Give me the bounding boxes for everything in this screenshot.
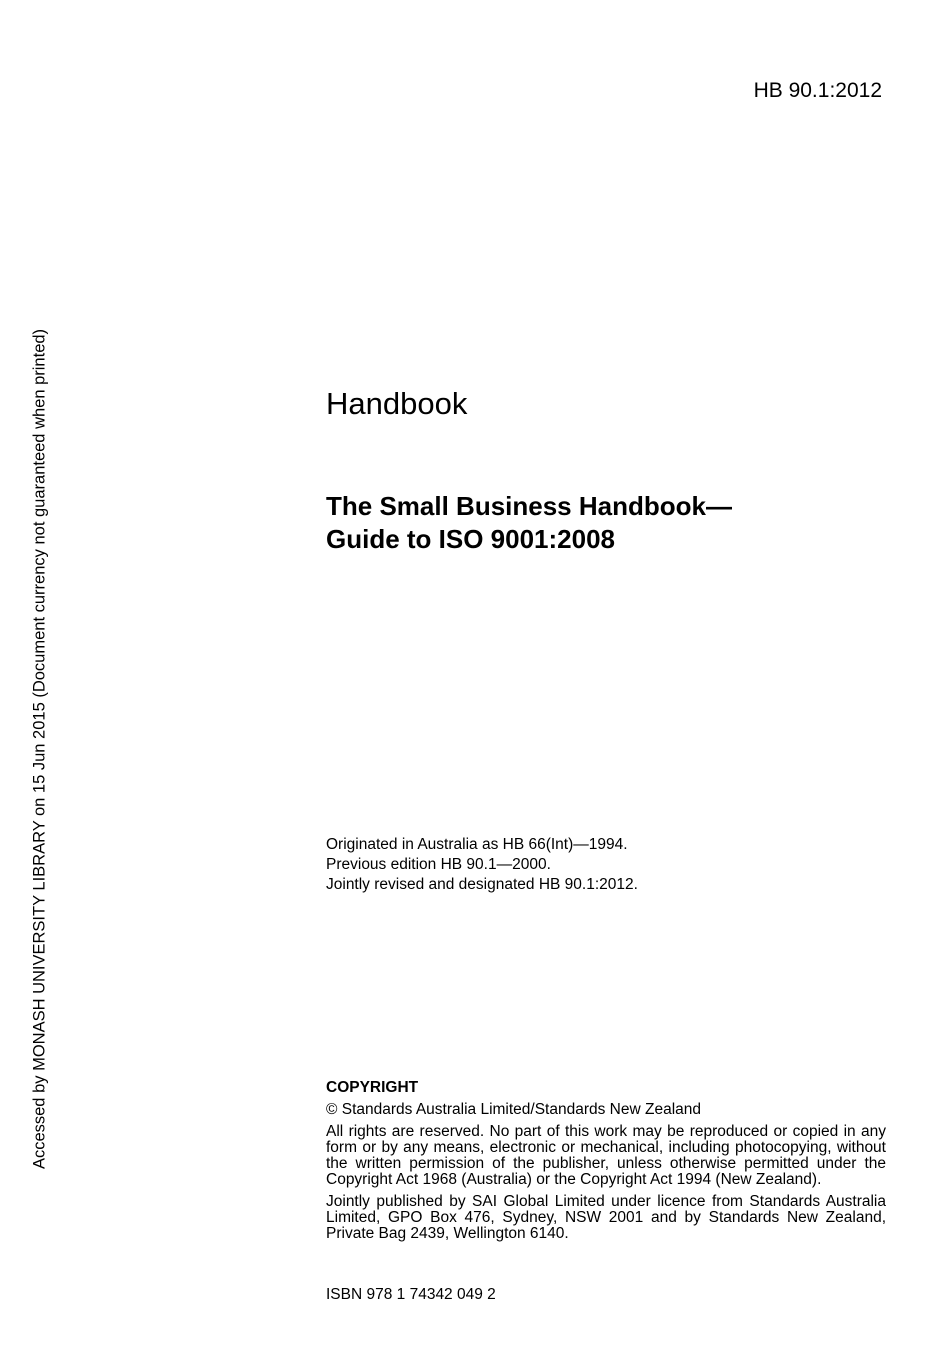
copyright-publisher-text: Jointly published by SAI Global Limited under licence from Standards Australia Limited, GPO Box 476, Sydney, NSW 2001 and by Standards New Zealand, Private Bag 2439, Wellington 6140. xyxy=(326,1193,886,1242)
copyright-heading: COPYRIGHT xyxy=(326,1079,419,1096)
copyright-rights-text: All rights are reserved. No part of this work may be reproduced or copied in any form or by any means, electronic or mechanical, including photocopying, without the written permission of the publisher, unless otherwise permitted under the Copyright Act 1968 (Australia) or the Copyright Act 1994 (New Zealand). xyxy=(326,1123,886,1188)
document-title xyxy=(326,490,732,556)
document-type: Handbook xyxy=(326,386,468,421)
title-line-1: The Small Business Handbook— xyxy=(326,491,732,521)
document-id: HB 90.1:2012 xyxy=(753,79,882,102)
publication-history xyxy=(326,835,638,895)
copyright-owner: © Standards Australia Limited/Standards New Zealand xyxy=(326,1101,702,1118)
title-line-2: Guide to ISO 9001:2008 xyxy=(326,524,616,554)
history-line-previous: Previous edition HB 90.1—2000. xyxy=(326,856,551,873)
history-line-origin: Originated in Australia as HB 66(Int)—1994. xyxy=(326,836,628,853)
access-watermark: Accessed by MONASH UNIVERSITY LIBRARY on 15 Jun 2015 (Document currency not guaranteed when printed) xyxy=(30,328,49,1170)
history-line-current: Jointly revised and designated HB 90.1:2012. xyxy=(326,876,638,893)
isbn: ISBN 978 1 74342 049 2 xyxy=(326,1286,496,1303)
copyright-block xyxy=(326,1078,886,1242)
